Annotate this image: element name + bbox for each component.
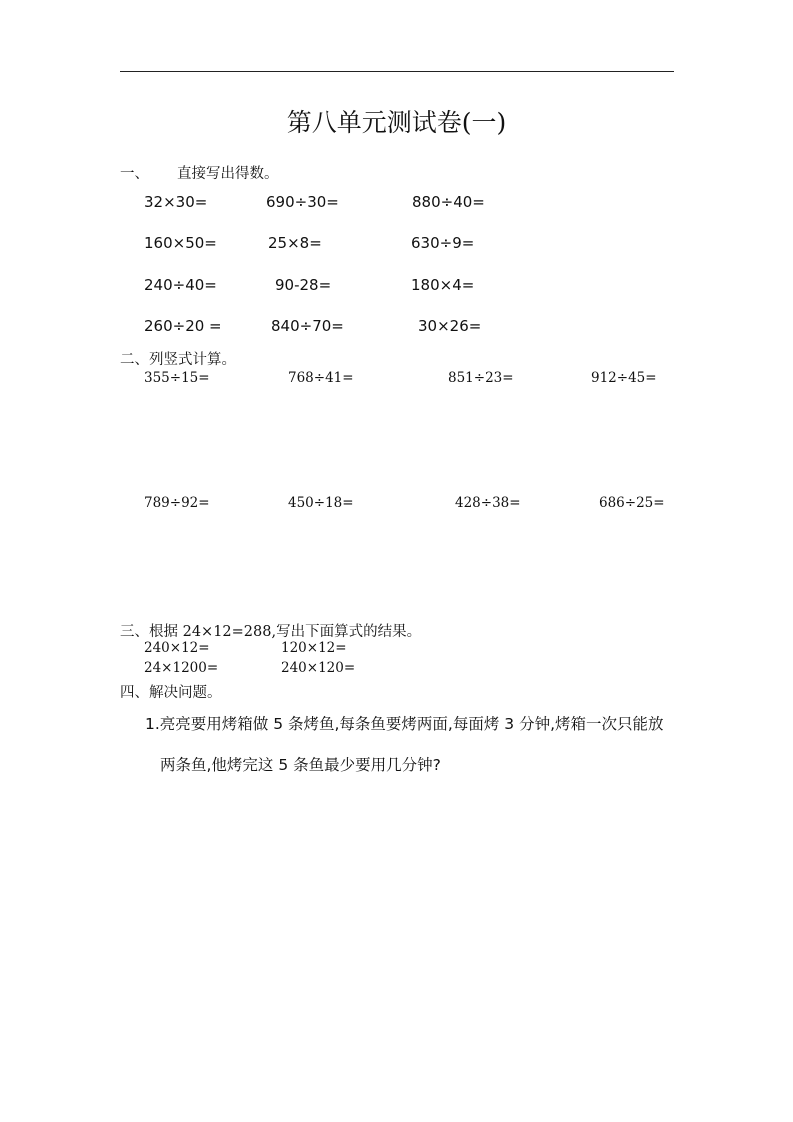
word-problem-line: 1.亮亮要用烤箱做 5 条烤鱼,每条鱼要烤两面,每面烤 3 分钟,烤箱一次只能放 — [145, 715, 664, 733]
derived-calc-item: 240×120= — [281, 660, 356, 676]
calc-item: 32×30= — [144, 193, 208, 211]
vertical-calc-item: 428÷38= — [455, 495, 521, 511]
section4-heading: 四、解决问题。 — [120, 685, 222, 701]
calc-item: 180×4= — [411, 276, 475, 294]
vertical-calc-item: 450÷18= — [288, 495, 354, 511]
vertical-calc-item: 912÷45= — [591, 370, 657, 386]
page-title: 第八单元测试卷(一) — [286, 108, 507, 137]
vertical-calc-item: 768÷41= — [288, 370, 354, 386]
derived-calc-item: 240×12= — [144, 640, 210, 656]
header-rule — [120, 71, 674, 72]
derived-calc-item: 120×12= — [281, 640, 347, 656]
calc-item: 160×50= — [144, 234, 217, 252]
calc-item: 690÷30= — [266, 193, 339, 211]
vertical-calc-item: 789÷92= — [144, 495, 210, 511]
vertical-calc-item: 686÷25= — [599, 495, 665, 511]
word-problem-line: 两条鱼,他烤完这 5 条鱼最少要用几分钟? — [160, 756, 441, 774]
calc-item: 240÷40= — [144, 276, 217, 294]
vertical-calc-item: 851÷23= — [448, 370, 514, 386]
calc-item: 260÷20 = — [144, 317, 222, 335]
calc-item: 630÷9= — [411, 234, 475, 252]
calc-item: 90-28= — [275, 276, 332, 294]
section3-heading: 三、根据 24×12=288,写出下面算式的结果。 — [120, 624, 422, 640]
section2-heading: 二、列竖式计算。 — [120, 352, 236, 368]
derived-calc-item: 24×1200= — [144, 660, 219, 676]
section1-heading: 直接写出得数。 — [177, 166, 279, 182]
calc-item: 840÷70= — [271, 317, 344, 335]
vertical-calc-item: 355÷15= — [144, 370, 210, 386]
calc-item: 25×8= — [268, 234, 322, 252]
calc-item: 30×26= — [418, 317, 482, 335]
section1-label: 一、 — [120, 166, 149, 182]
calc-item: 880÷40= — [412, 193, 485, 211]
